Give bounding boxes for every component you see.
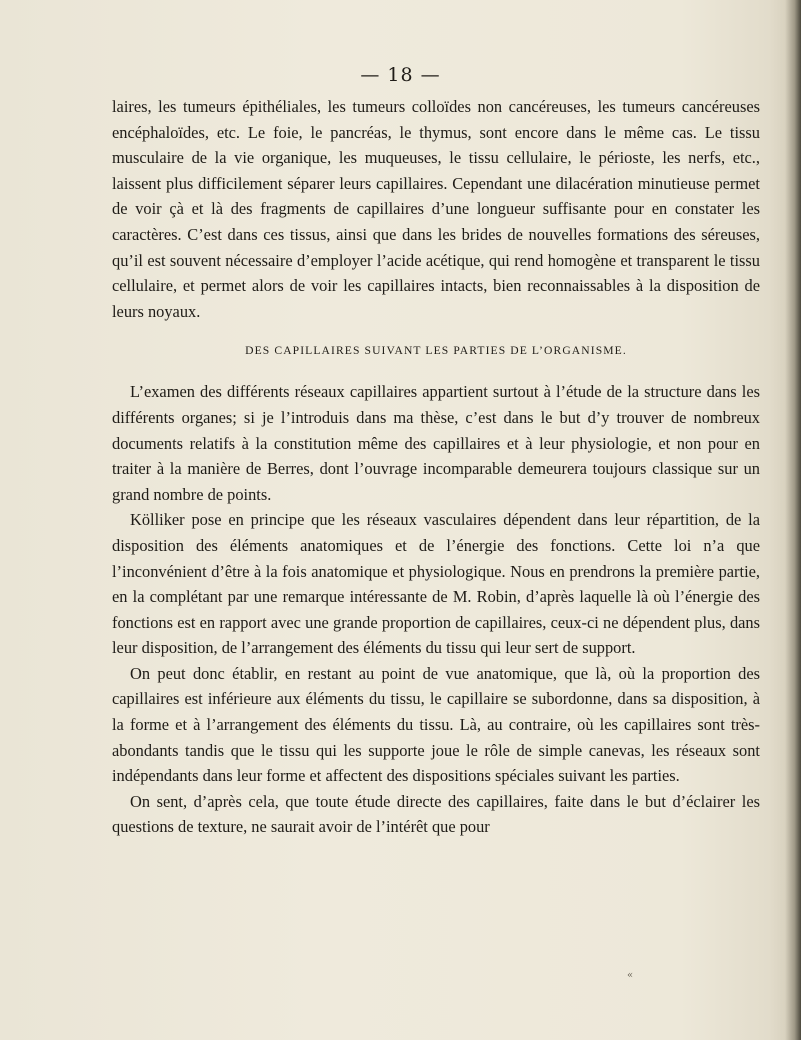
paragraph-examen: L’examen des différents réseaux capillaires appartient surtout à l’étude de la structure dans les différents organes; si je l’introduis dans ma thèse, c’est dans le but d’y trouver de nombreux documents relatifs à la constitution même des capillaires et à leur physiologie, et non pour en traiter à la manière de Berres, dont l’ouvrage incomparable demeurera toujours classique sur un grand nombre de points. (112, 382, 760, 504)
page-text (112, 94, 760, 840)
paragraph-etablir: On peut donc établir, en restant au point de vue anatomique, que là, où la proportion des capillaires est inférieure aux éléments du tissu, le capillaire se subordonne, dans sa disposition, à la forme et à l’arrangement des éléments du tissu. Là, au contraire, où les capillaires sont très-abondants tandis que le tissu qui les supporte joue le rôle de simple canevas, les réseaux sont indépendants dans leur forme et affectent des dispositions spéciales suivant les parties. (112, 663, 760, 786)
paragraph-kolliker: Kölliker pose en principe que les réseaux vasculaires dépendent dans leur répartition, de la disposition des éléments anatomiques et de l’énergie des fonctions. Cette loi n’a que l’inconvénient d’être à la fois anatomique et physiologique. Nous en prendrons la première partie, en la complétant par une remarque intéressante de M. Robin, d’après laquelle là où l’énergie des fonctions est en rapport avec une grande proportion de capillaires, ceux-ci ne dépendent plus, dans leur disposition, de l’arrangement des éléments du tissu qui leur sert de support. (112, 510, 760, 658)
printer-mark: « (627, 970, 634, 981)
section-heading: DES CAPILLAIRES SUIVANT LES PARTIES DE L’ORGANISME. (245, 344, 627, 358)
page-binding-shadow (785, 0, 801, 1040)
paragraph-continuation: laires, les tumeurs épithéliales, les tumeurs colloïdes non cancéreuses, les tumeurs cancéreuses encéphaloïdes, etc. Le foie, le pancréas, le thymus, sont encore dans le même cas. Le tissu musculaire de la vie organique, les muqueuses, le tissu cellulaire, le périoste, les nerfs, etc., laissent plus difficilement séparer leurs capillaires. Cependant une dilacération minutieuse permet de voir çà et là des fragments de capillaires d’une longueur suffisante pour en constater les caractères. C’est dans ces tissus, ainsi que dans les brides de nouvelles formations des séreuses, qu’il est souvent nécessaire d’employer l’acide acétique, qui rend homogène et transparent le tissu cellulaire, et permet alors de voir les capillaires intacts, bien reconnaissables à la disposition de leurs noyaux. (112, 97, 760, 321)
paragraph-conclusion: On sent, d’après cela, que toute étude directe des capillaires, faite dans le but d’éclairer les questions de texture, ne saurait avoir de l’intérêt que pour (112, 791, 760, 837)
page-number: — 18 — (360, 64, 441, 86)
